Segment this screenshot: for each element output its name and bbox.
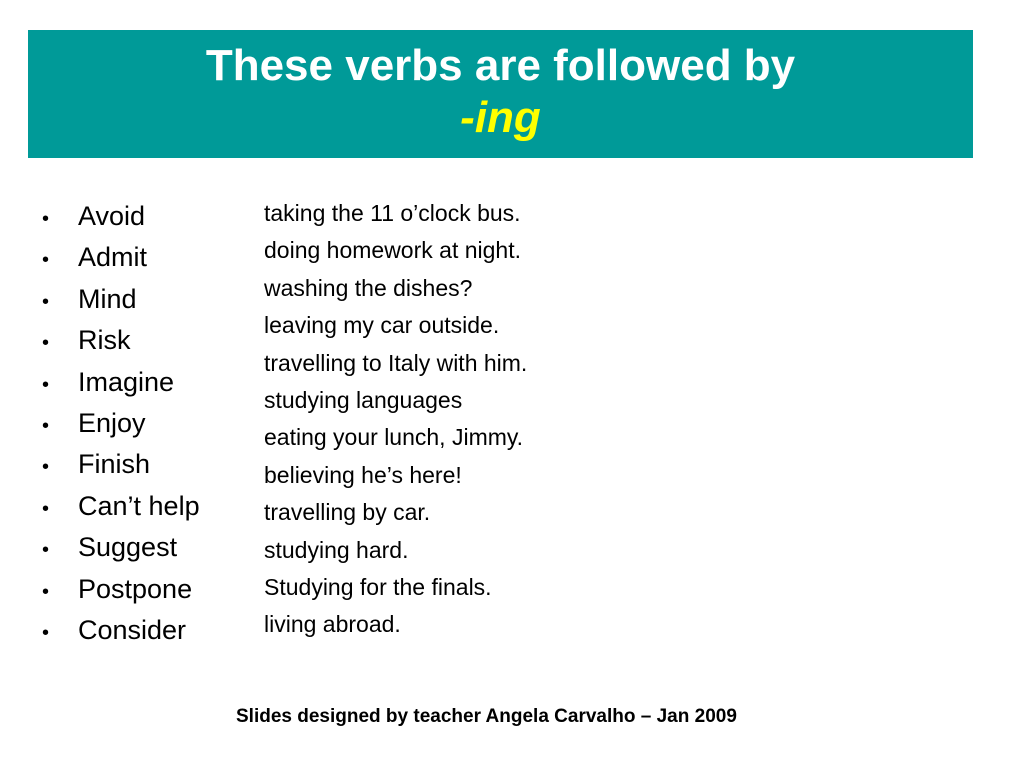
verb-list	[42, 196, 200, 651]
title-banner	[28, 30, 973, 158]
example-phrase: studying languages	[264, 386, 463, 413]
bullet-icon: •	[42, 373, 50, 396]
verb-item	[42, 403, 200, 444]
bullet-icon: •	[42, 290, 50, 313]
bullet-icon: •	[42, 414, 50, 437]
example-phrase: taking the 11 o’clock bus.	[264, 200, 521, 226]
bullet-icon: •	[42, 580, 50, 603]
verb-item	[42, 569, 200, 610]
verb-item	[42, 196, 200, 237]
verb-label: Enjoy	[78, 407, 146, 438]
example-phrase-list	[264, 195, 527, 644]
verb-label: Finish	[78, 449, 151, 480]
bullet-icon: •	[42, 249, 50, 272]
verb-label: Risk	[78, 325, 131, 356]
example-phrase: living abroad.	[264, 611, 401, 638]
bullet-icon: •	[42, 497, 50, 520]
bullet-icon: •	[42, 621, 50, 644]
verb-item	[42, 279, 200, 320]
example-phrase: travelling by car.	[264, 499, 431, 526]
verb-item	[42, 362, 200, 403]
verb-label: Imagine	[78, 366, 175, 397]
verb-label: Can’t help	[78, 490, 200, 521]
footer-credit: Slides designed by teacher Angela Carvalho – Jan 2009	[236, 706, 737, 727]
example-phrase: Studying for the finals.	[264, 573, 492, 600]
bullet-icon: •	[42, 539, 50, 562]
bullet-icon: •	[42, 456, 50, 479]
bullet-icon: •	[42, 208, 50, 230]
verb-label: Suggest	[78, 532, 178, 563]
slide-title-suffix: -ing	[460, 93, 541, 142]
verb-label: Mind	[78, 283, 137, 314]
verb-item	[42, 320, 200, 361]
verb-item	[42, 610, 200, 651]
verb-item	[42, 486, 200, 527]
example-phrase: eating your lunch, Jimmy.	[264, 424, 524, 451]
example-phrase: doing homework at night.	[264, 237, 521, 264]
verb-item	[42, 237, 200, 278]
bullet-icon: •	[42, 332, 50, 355]
verb-label: Postpone	[78, 573, 193, 604]
verb-label: Admit	[78, 242, 148, 273]
example-phrase: travelling to Italy with him.	[264, 349, 528, 376]
verb-item	[42, 527, 200, 568]
example-phrase: leaving my car outside.	[264, 312, 500, 339]
verb-item	[42, 444, 200, 485]
verb-label: Avoid	[78, 201, 146, 231]
slide-title: These verbs are followed by	[205, 41, 796, 90]
example-phrase: washing the dishes?	[264, 274, 473, 301]
example-phrase: believing he’s here!	[264, 461, 462, 488]
verb-label: Consider	[78, 614, 187, 645]
example-phrase: studying hard.	[264, 536, 409, 563]
